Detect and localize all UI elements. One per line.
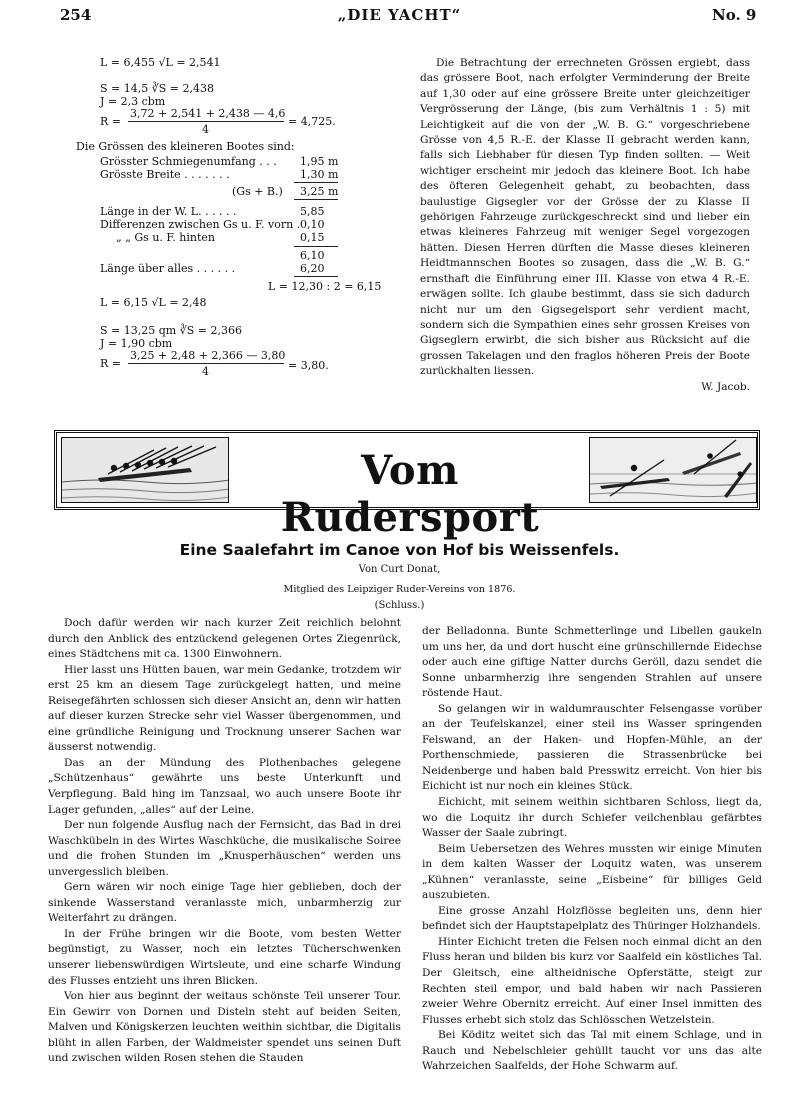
sum-line xyxy=(294,199,338,200)
dim-value: 3,25 m xyxy=(300,185,339,198)
article-title: Eine Saalefahrt im Canoe von Hof bis Weissenfels. xyxy=(179,541,620,559)
formula-r-result: = 4,725. xyxy=(288,115,336,128)
formula-line: S = 13,25 qm ∛S = 2,366 xyxy=(100,324,242,337)
formula-r-result: = 3,80. xyxy=(288,359,329,372)
formula-r-denominator: 4 xyxy=(202,123,209,136)
section-title: Vom Rudersport xyxy=(280,447,540,541)
article-author: Von Curt Donat, xyxy=(358,564,441,575)
dim-value: 6,10 xyxy=(300,249,325,262)
paragraph: In der Frühe bringen wir die Boote, vom besten Wetter begünstigt, zu Wasser, noch ein letztes Tücherschwenken unserer liebenswürdigen Wirtsleute, und eine scharfe Windung des Flusses entzieht uns ihren Blicken. xyxy=(48,927,401,987)
dim-value: 1,95 m xyxy=(300,155,339,168)
paragraph: Die Betrachtung der errechneten Grössen ergiebt, dass das grössere Boot, nach erfolgter Verminderung der Breite auf 1,30 oder auf eine grössere Breite unter gleichzeitiger Vergrösserung der Länge, (bis zum Verhältnis 1 : 5) mit Leichtigkeit auf die von der „W. B. G.“ vorgeschriebene Grösse von 4,5 R.-E. der Klasse II gebracht werden kann, falls sich Liebhaber für diesen Typ finden sollten. — Weit wichtiger erscheint mir jedoch das kleinere Boot. Ich habe des öfteren Gelegenheit gehabt, zu beobachten, dass baulustige Gigsegler vor der Grösse der zu Klasse II gehörigen Fahrzeuge zurückgeschreckt sind und lieber ein etwas kleineres Fahrzeug mit weniger Segel vorgezogen hätten. Diesen Herren dürften die Masse dieses kleineren Heidtmannschen Bootes so zusagen, dass die „W. B. G.“ ernsthaft die Einführung einer III. Klasse von etwa 4 R.-E. erwägen sollte. Ich glaube bestimmt, dass sie sich dadurch nicht nur um den Gigsegelsport sehr verdient macht, sondern sich die Sympathien eines sehr grossen Kreises von Gigseglern erwirbt, die sich bisher aus Rücksicht auf die grossen Takelagen und den fraglos höheren Preis der Boote zurückhalten liessen. xyxy=(420,57,750,378)
dim-value: 5,85 xyxy=(300,205,325,218)
paragraph: Gern wären wir noch einige Tage hier geblieben, doch der sinkende Wasserstand veranlasste mich, unbarmherzig zur Weiterfahrt zu drängen. xyxy=(48,881,401,925)
fraction-line xyxy=(128,363,284,364)
journal-title: „DIE YACHT“ xyxy=(337,6,462,24)
paragraph: Das an der Mündung des Plothenbaches gelegene „Schützenhaus“ gewährte uns beste Unterkunft und Verpflegung. Bald hing im Tanzsaal, wo auch unsere Boote ihr Lager gefunden, „alles“ auf der Leine. xyxy=(48,756,401,816)
formula-r-denominator: 4 xyxy=(202,365,209,378)
formula-line: S = 14,5 ∛S = 2,438 xyxy=(100,82,214,95)
paragraph: Beim Uebersetzen des Wehres mussten wir einige Minuten in dem kalten Wasser der Loquitz waten, was unserem „Kühnen“ veranlasste, seine „Eisbeine“ für billiges Geld auszubieten. xyxy=(422,842,762,902)
yacht-article-conclusion xyxy=(420,56,750,395)
fraction-line xyxy=(128,121,284,122)
page-number: 254 xyxy=(60,6,92,24)
dim-value: 1,30 m xyxy=(300,168,339,181)
paragraph: Bei Köditz weitet sich das Tal mit einem Schlage, und in Rauch und Nebelschleier gehüllt taucht vor uns das alte Wahrzeichen Saalfelds, der Hohe Schwarm auf. xyxy=(422,1029,762,1073)
dim-value: 6,20 xyxy=(300,262,325,275)
paragraph: So gelangen wir in waldumrauschter Felsengasse vorüber an der Teufelskanzel, einer steil ins Wasser springenden Felswand, an der Haken- und Hopfen-Mühle, an der Porthenschmiede, passieren die Strassenbrücke bei Neidenberge und haben bald Presswitz erreicht. Von hier bis Eichicht ist nur noch ein kleines Stück. xyxy=(422,702,762,793)
article-column-left xyxy=(48,616,401,1067)
paragraph: Doch dafür werden wir nach kurzer Zeit reichlich belohnt durch den Anblick des entzückend gelegenen Ortes Ziegenrück, eines Städtchens mit ca. 1300 Einwohnern. xyxy=(48,617,401,661)
dim-label: Differenzen zwischen Gs u. F. vorn . xyxy=(100,218,301,231)
paragraph: Hier lasst uns Hütten bauen, war mein Gedanke, trotzdem wir erst 25 km an diesem Tage zurückgelegt hatten, und meine Reisegefährten schlossen sich dieser Ansicht an, denn wir hatten auf dieser kurzen Strecke sehr viel Wasser übergenommen, und eine gründliche Reinigung und Trocknung unserer Sachen war äusserst notwendig. xyxy=(48,663,401,754)
article-column-right xyxy=(422,624,762,1075)
paragraph: Eichicht, mit seinem weithin sichtbaren Schloss, liegt da, wo die Loquitz ihr durch Schiefer veilchenblau gefärbtes Wasser der Saale zubringt. xyxy=(422,796,762,840)
formula-r-prefix: R = xyxy=(100,115,121,128)
dim-label: (Gs + B.) xyxy=(232,185,283,198)
dim-label: „ „ Gs u. F. hinten xyxy=(116,231,216,244)
sum-line xyxy=(294,182,338,183)
formula-r-numerator: 3,72 + 2,541 + 2,438 — 4,6 xyxy=(130,107,286,120)
issue-number: No. 9 xyxy=(712,6,757,24)
dim-value: 0,10 xyxy=(300,218,325,231)
paragraph: Eine grosse Anzahl Holzflösse begleiten uns, denn hier befindet sich der Hauptstapelplatz des Thüringer Holzhandels. xyxy=(422,904,762,933)
paragraph: Von hier aus beginnt der weitaus schönste Teil unserer Tour. Ein Gewirr von Dornen und Disteln steht auf beiden Seiten, Malven und Königskerzen leuchten weithin sichtbar, die Digitalis blüht in allen Farben, der Waldmeister spendet uns seinen Duft und zwischen wilden Rosen stehen die Stauden xyxy=(48,990,401,1065)
dim-value: 0,15 xyxy=(300,231,325,244)
rowing-crew-illustration xyxy=(61,437,229,503)
formula-r-numerator: 3,25 + 2,48 + 2,366 — 3,80 xyxy=(130,349,286,362)
paragraph: der Belladonna. Bunte Schmetterlinge und Libellen gaukeln um uns her, da und dort huscht eine grünschillernde Eidechse oder auch eine giftige Natter durchs Geröll, dazu sendet die Sonne unbarmherzig ihre sengenden Strahlen auf unsere röstende Haut. xyxy=(422,625,762,700)
formula-r-prefix: R = xyxy=(100,357,121,370)
paragraph: Hinter Eichicht treten die Felsen noch einmal dicht an den Fluss heran und bilden bis kurz vor Saalfeld ein köstliches Tal. Der Gleitsch, eine altheidnische Opferstätte, steigt zur Rechten steil empor, und bald haben wir nach Passieren zweier Wehre Obernitz erreicht. Auf einer Insel inmitten des Flusses erhebt sich stolz das Schlösschen Wetzelstein. xyxy=(422,935,762,1026)
paragraph: Der nun folgende Ausflug nach der Fernsicht, das Bad in drei Waschkübeln in des Wirtes Waschküche, die musikalische Soiree und die frohen Stunden im „Knusperhäuschen“ werden uns unvergesslich bleiben. xyxy=(48,819,401,878)
section-banner xyxy=(54,430,760,541)
author-affiliation: Mitglied des Leipziger Ruder-Vereins von 1876. xyxy=(283,584,516,595)
formula-line: L = 6,15 √L = 2,48 xyxy=(100,296,207,309)
single-sculls-illustration xyxy=(589,437,757,503)
sum-line xyxy=(294,276,338,277)
formula-line: L = 6,455 √L = 2,541 xyxy=(100,56,221,69)
formula-line: J = 1,90 cbm xyxy=(100,337,173,350)
sum-line xyxy=(294,246,338,247)
formula-line: J = 2,3 cbm xyxy=(100,95,166,108)
continuation-note: (Schluss.) xyxy=(374,600,425,611)
dim-label: Grösster Schmiegenumfang . . . xyxy=(100,155,277,168)
dim-label: Grösste Breite . . . . . . . xyxy=(100,168,230,181)
dim-label: Länge in der W. L. . . . . . xyxy=(100,205,237,218)
dim-label: Länge über alles . . . . . . xyxy=(100,262,236,275)
length-calc: L = 12,30 : 2 = 6,15 xyxy=(268,280,382,293)
author-signature: W. Jacob. xyxy=(701,380,750,393)
small-boat-heading: Die Grössen des kleineren Bootes sind: xyxy=(76,140,295,153)
